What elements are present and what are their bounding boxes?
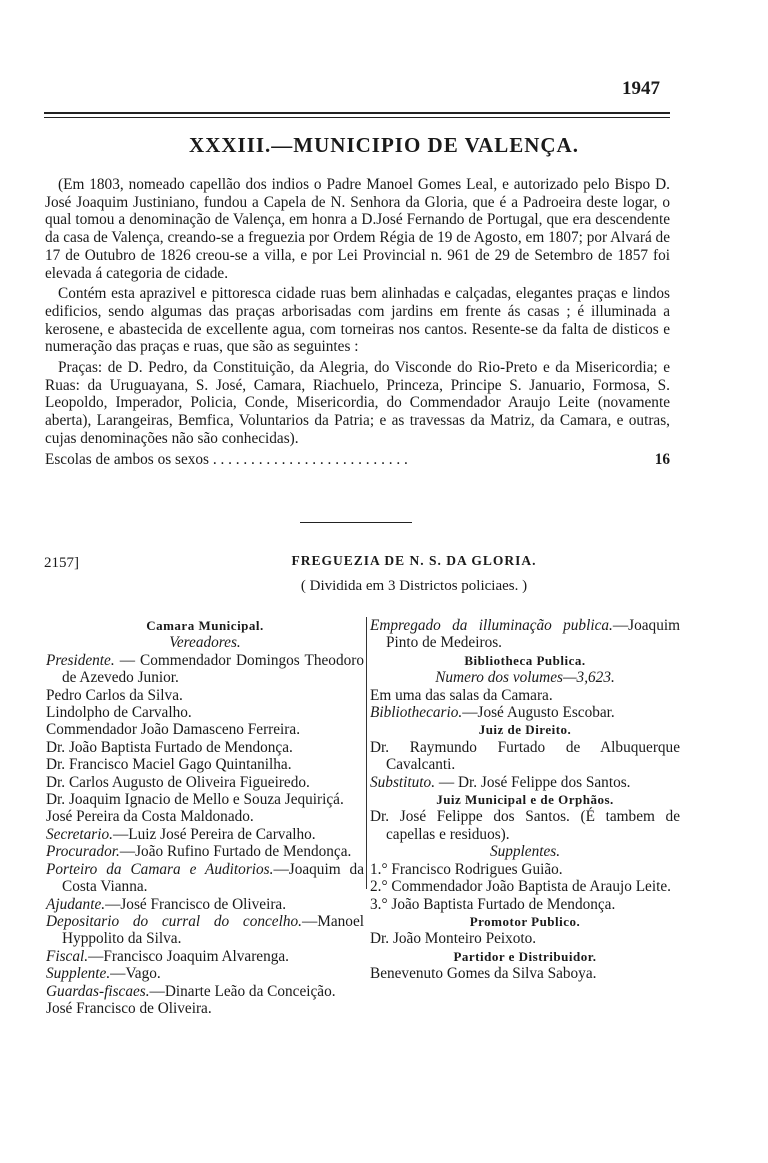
entry-number: 2157] — [44, 555, 79, 571]
list-item — [46, 704, 364, 721]
entry-text: José Pereira da Costa Maldonado. — [46, 808, 254, 826]
list-item — [370, 739, 680, 774]
list-item — [46, 774, 364, 791]
list-item — [46, 826, 364, 843]
list-item — [46, 791, 364, 808]
list-item — [46, 808, 364, 825]
section-subheading: ( Dividida em 3 Districtos policiaes. ) — [300, 578, 528, 594]
role-label: Bibliothecario. — [370, 704, 463, 722]
escolas-line — [45, 451, 670, 469]
column-heading: Partidor e Distribuidor. — [453, 948, 597, 964]
list-item — [46, 721, 364, 738]
role-label: Fiscal. — [46, 947, 89, 965]
column-subheading: Supplentes. — [489, 843, 561, 861]
list-item — [370, 808, 680, 843]
entry-text: —Dinarte Leão da Conceição. — [149, 982, 336, 1000]
role-label: Procurador. — [46, 843, 120, 861]
entry-text: Em uma das salas da Camara. — [370, 686, 553, 704]
entry-text: José Francisco de Oliveira. — [46, 999, 212, 1017]
list-item — [46, 1000, 364, 1017]
list-item — [370, 965, 680, 982]
list-item — [46, 965, 364, 982]
list-item — [370, 687, 680, 704]
entry-text: Dr. Raymundo Furtado de Albuquerque Cavalcanti. — [370, 738, 680, 774]
entry-text: Pedro Carlos da Silva. — [46, 686, 183, 704]
list-item — [370, 774, 680, 791]
right-column — [370, 617, 680, 983]
column-heading: Camara Municipal. — [146, 618, 264, 633]
entry-text: — Commendador Domingos Theodoro de Azevedo Junior. — [62, 651, 364, 687]
role-label: Guardas-fiscaes. — [46, 982, 150, 1000]
list-item — [46, 687, 364, 704]
escolas-label: Escolas de ambos os sexos . . . . . . . . . . . . . . . . . . . . . . . . . . — [45, 450, 408, 468]
entry-text: —Manoel Hyppolito da Silva. — [62, 912, 364, 948]
entry-text: Benevenuto Gomes da Silva Saboya. — [370, 965, 597, 983]
entry-text: Dr. João Monteiro Peixoto. — [370, 930, 537, 948]
entry-text: —Luiz José Pereira de Carvalho. — [112, 825, 316, 843]
column-subheading: Numero dos volumes—3,623. — [435, 669, 615, 687]
list-item — [370, 878, 680, 895]
column-heading: Juiz Municipal e de Orphãos. — [436, 792, 614, 808]
left-column — [46, 617, 364, 1017]
list-item — [370, 896, 680, 913]
paragraph: Contém esta aprazivel e pittoresca cidade ruas bem alinhadas e calçadas, elegantes praças e lindos edificios, sendo algumas das praças arborisadas com jardins em frente ás casas ; é illuminada a kerosene, e abastecida de excellente agua, com torneiras nos cantos. Resente-se da falta de disticos e numeração das praças e ruas, que são as seguintes : — [45, 285, 670, 356]
list-item — [46, 756, 364, 773]
role-label: Porteiro da Camara e Auditorios. — [46, 860, 274, 878]
list-item — [46, 913, 364, 948]
intro-text — [45, 176, 670, 468]
paragraph: (Em 1803, nomeado capellão dos indios o Padre Manoel Gomes Leal, e autorizado pelo Bispo D. José Joaquim Justiniano, fundou a Capela de N. Senhora da Gloria, que é a Padroeira deste logar, o qual tomou a denominação de Valença, em honra a D.José Fernando de Portugal, que era descendente da casa de Valença, creando-se a freguezia por Ordem Régia de 19 de Agosto, em 1807; por Alvará de 17 de Outubro de 1826 creou-se a villa, e por Lei Provincial n. 961 de 29 de Setembro de 1857 foi elevada á categoria de cidade. — [45, 176, 670, 282]
role-label: Ajudante. — [46, 895, 106, 913]
column-divider — [366, 617, 367, 889]
list-item — [46, 948, 364, 965]
column-heading: Promotor Publico. — [469, 913, 581, 929]
entry-text: Dr. Joaquim Ignacio de Mello e Souza Jequiriçá. — [46, 791, 344, 809]
role-label: Substituto. — [370, 773, 436, 791]
entry-text: 3.° João Baptista Furtado de Mendonça. — [370, 895, 616, 913]
column-heading: Juiz de Direito. — [478, 722, 572, 738]
list-item — [46, 861, 364, 896]
entry-text: —Joaquim da Costa Vianna. — [62, 860, 364, 896]
entry-text: —José Francisco de Oliveira. — [105, 895, 287, 913]
role-label: Supplente. — [46, 965, 111, 983]
escolas-value: 16 — [654, 450, 670, 468]
role-label: Depositario do curral do concelho. — [46, 912, 302, 930]
list-item — [46, 739, 364, 756]
page-number: 1947 — [622, 78, 660, 99]
entry-text: 1.° Francisco Rodrigues Guião. — [370, 860, 563, 878]
entry-text: Dr. João Baptista Furtado de Mendonça. — [46, 738, 293, 756]
entry-text: —Joaquim Pinto de Medeiros. — [386, 617, 680, 652]
entry-text: —Vago. — [110, 965, 161, 983]
list-item — [370, 617, 680, 652]
entry-text: —João Rufino Furtado de Mendonça. — [119, 843, 352, 861]
header-rule — [44, 112, 670, 114]
role-label: Empregado da illuminação publica. — [370, 617, 613, 634]
list-item — [46, 896, 364, 913]
entry-text: Dr. Francisco Maciel Gago Quintanilha. — [46, 756, 292, 774]
list-item — [370, 861, 680, 878]
column-heading: Bibliotheca Publica. — [464, 652, 586, 668]
list-item — [46, 843, 364, 860]
list-item — [46, 652, 364, 687]
entry-text: Dr. Carlos Augusto de Oliveira Figueiredo. — [46, 773, 310, 791]
role-label: Secretario. — [46, 825, 113, 843]
entry-text: — Dr. José Felippe dos Santos. — [435, 773, 631, 791]
chapter-title: XXXIII.—MUNICIPIO DE VALENÇA. — [189, 133, 579, 157]
section-heading: FREGUEZIA DE N. S. DA GLORIA. — [291, 553, 537, 568]
list-item — [370, 704, 680, 721]
column-subheading: Vereadores. — [169, 634, 241, 652]
entry-text: 2.° Commendador João Baptista de Araujo Leite. — [370, 878, 671, 896]
entry-text: —José Augusto Escobar. — [462, 704, 615, 722]
entry-text: Commendador João Damasceno Ferreira. — [46, 721, 301, 739]
entry-text: Lindolpho de Carvalho. — [46, 704, 192, 722]
header-rule-thin — [44, 117, 670, 118]
entry-text: Dr. José Felippe dos Santos. (É tambem de capellas e residuos). — [370, 808, 680, 843]
role-label: Presidente. — [46, 651, 115, 669]
entry-text: —Francisco Joaquim Alvarenga. — [88, 947, 289, 965]
paragraph: Praças: de D. Pedro, da Constituição, da Alegria, do Visconde do Rio-Preto e da Misericordia; e Ruas: da Uruguayana, S. José, Camara, Riachuelo, Princeza, Principe S. Januario, Formosa, S. Leopoldo, Imperador, Policia, Conde, Misericordia, do Commendador Araujo Leite (novamente aberta), Larangeiras, Bemfica, Voluntarios da Patria; e as travessas da Matriz, da Camara, e outras, cujas denominações não são conhecidas). — [45, 359, 670, 447]
section-separator — [300, 522, 412, 523]
list-item — [370, 930, 680, 947]
list-item — [46, 983, 364, 1000]
